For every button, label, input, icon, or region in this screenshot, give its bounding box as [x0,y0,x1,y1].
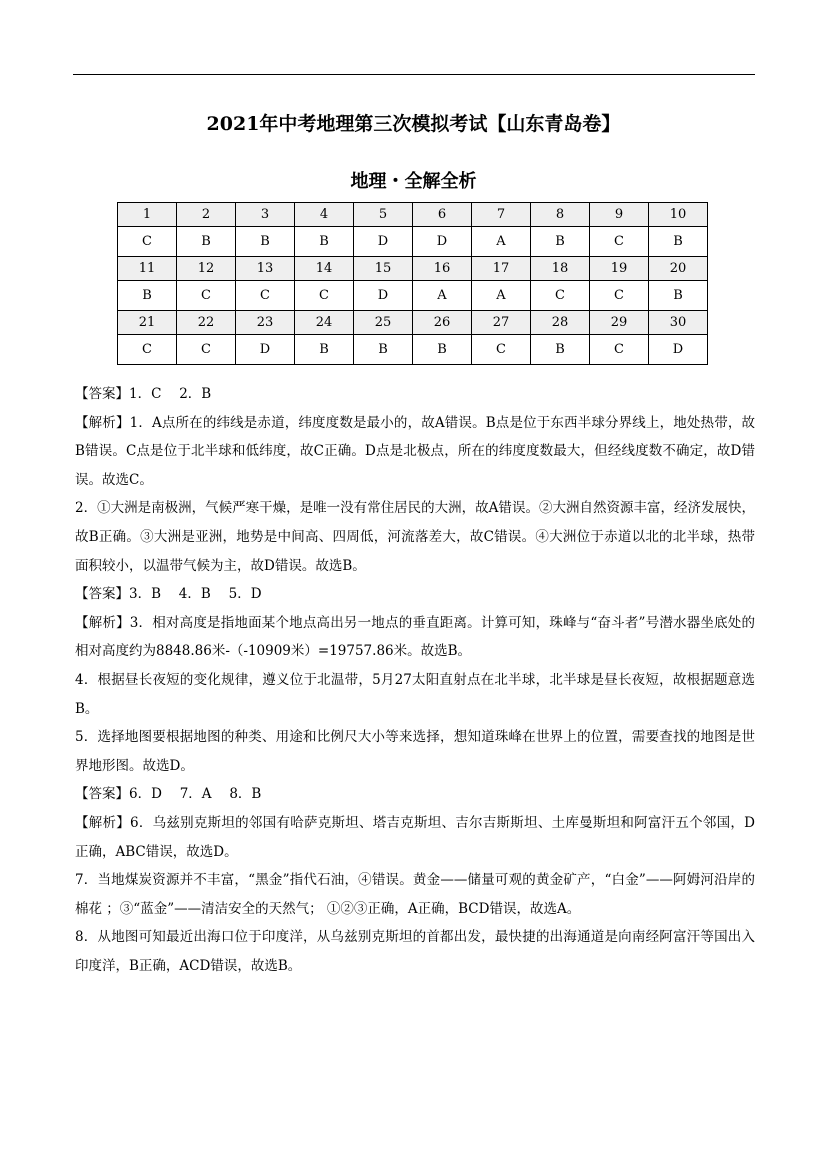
question-number-cell: 13 [236,257,295,281]
answer-cell: A [472,281,531,311]
question-number-cell: 24 [295,311,354,335]
question-number-cell: 7 [472,203,531,227]
question-number-cell: 12 [177,257,236,281]
document-title: 2021年中考地理第三次模拟考试【山东青岛卷】 [206,113,621,135]
answer-cell: B [649,227,708,257]
answer-cell: C [118,335,177,365]
question-number-cell: 10 [649,203,708,227]
analysis-paragraph: 【解析】1．A点所在的纬线是赤道，纬度度数是最小的，故A错误。B点是位于东西半球分界线上，地处热带，故B错误。C点是位于北半球和低纬度，故C正确。D点是北极点，所在的纬度度数最大，但经线度数不确定，故D错误。故选C。 [75,414,755,488]
question-number-cell: 27 [472,311,531,335]
answer-cell: C [531,281,590,311]
answer-row [118,281,708,311]
answer-cell: B [177,227,236,257]
question-number-cell: 18 [531,257,590,281]
analysis-paragraph: 【解析】6．乌兹别克斯坦的邻国有哈萨克斯坦、塔吉克斯坦、吉尔吉斯斯坦、土库曼斯坦和阿富汗五个邻国，D正确，ABC错误，故选D。 [75,814,755,860]
answer-row [118,227,708,257]
answer-cell: C [177,335,236,365]
analysis-paragraph: 7．当地煤炭资源并不丰富，“黑金”指代石油，④错误。黄金——储量可观的黄金矿产，“白金”——阿姆河沿岸的棉花 ；③“蓝金”——清洁安全的天然气； ①②③正确，A正确，BCD错误，故选A。 [75,872,755,917]
question-number-cell: 23 [236,311,295,335]
question-number-cell: 1 [118,203,177,227]
answer-cell: B [649,281,708,311]
question-number-row [118,257,708,281]
answer-cell: B [295,335,354,365]
answer-cell: C [295,281,354,311]
analysis-paragraph: 5．选择地图要根据地图的种类、用途和比例尺大小等来选择，想知道珠峰在世界上的位置，需要查找的地图是世界地形图。故选D。 [75,729,755,774]
answer-cell: D [413,227,472,257]
question-number-cell: 14 [295,257,354,281]
analysis-paragraph: 【解析】3．相对高度是指地面某个地点高出另一地点的垂直距离。计算可知，珠峰与“奋斗者”号潜水器坐底处的相对高度约为8848.86米-（-10909米）=19757.86米。故选B。 [75,614,755,660]
answer-cell: C [590,335,649,365]
analysis-paragraph: 8．从地图可知最近出海口位于印度洋，从乌兹别克斯坦的首都出发，最快捷的出海通道是向南经阿富汗等国出入印度洋，B正确，ACD错误，故选B。 [75,929,755,974]
answer-cell: D [354,281,413,311]
question-number-cell: 20 [649,257,708,281]
answer-cell: C [177,281,236,311]
analysis-content [75,380,755,980]
question-number-cell: 9 [590,203,649,227]
question-number-cell: 6 [413,203,472,227]
question-number-cell: 2 [177,203,236,227]
question-number-cell: 25 [354,311,413,335]
answer-cell: B [531,335,590,365]
analysis-paragraph: 4．根据昼长夜短的变化规律，遵义位于北温带，5月27太阳直射点在北半球，北半球是昼长夜短，故根据题意选B。 [75,671,755,717]
answer-cell: B [118,281,177,311]
question-number-cell: 16 [413,257,472,281]
question-number-cell: 28 [531,311,590,335]
question-number-cell: 8 [531,203,590,227]
answer-cell: D [354,227,413,257]
question-number-cell: 30 [649,311,708,335]
answer-cell: B [236,227,295,257]
document-subtitle: 地理・全解全析 [350,171,477,192]
question-number-cell: 26 [413,311,472,335]
answer-cell: B [531,227,590,257]
answer-cell: C [590,227,649,257]
answer-table [117,202,708,365]
question-number-cell: 22 [177,311,236,335]
question-number-cell: 11 [118,257,177,281]
analysis-paragraph: 【答案】3．B 4．B 5．D [75,586,262,603]
question-number-row [118,311,708,335]
answer-cell: B [354,335,413,365]
question-number-cell: 19 [590,257,649,281]
answer-cell: A [413,281,472,311]
analysis-paragraph: 【答案】6．D 7．A 8．B [75,786,262,803]
answer-cell: C [472,335,531,365]
answer-cell: C [118,227,177,257]
question-number-cell: 3 [236,203,295,227]
analysis-paragraph: 2．①大洲是南极洲，气候严寒干燥，是唯一没有常住居民的大洲，故A错误。②大洲自然资源丰富，经济发展快，故B正确。③大洲是亚洲，地势是中间高、四周低，河流落差大，故C错误。④大洲位于赤道以北的北半球，热带面积较小，以温带气候为主，故D错误。故选B。 [75,500,755,574]
question-number-cell: 29 [590,311,649,335]
answer-cell: B [413,335,472,365]
answer-cell: D [649,335,708,365]
question-number-cell: 21 [118,311,177,335]
question-number-cell: 4 [295,203,354,227]
answer-cell: B [295,227,354,257]
answer-cell: C [236,281,295,311]
question-number-row [118,203,708,227]
question-number-cell: 17 [472,257,531,281]
question-number-cell: 5 [354,203,413,227]
header-rule [73,74,755,75]
question-number-cell: 15 [354,257,413,281]
answer-row [118,335,708,365]
answer-cell: D [236,335,295,365]
analysis-paragraph: 【答案】1．C 2．B [75,386,212,402]
answer-cell: C [590,281,649,311]
answer-cell: A [472,227,531,257]
